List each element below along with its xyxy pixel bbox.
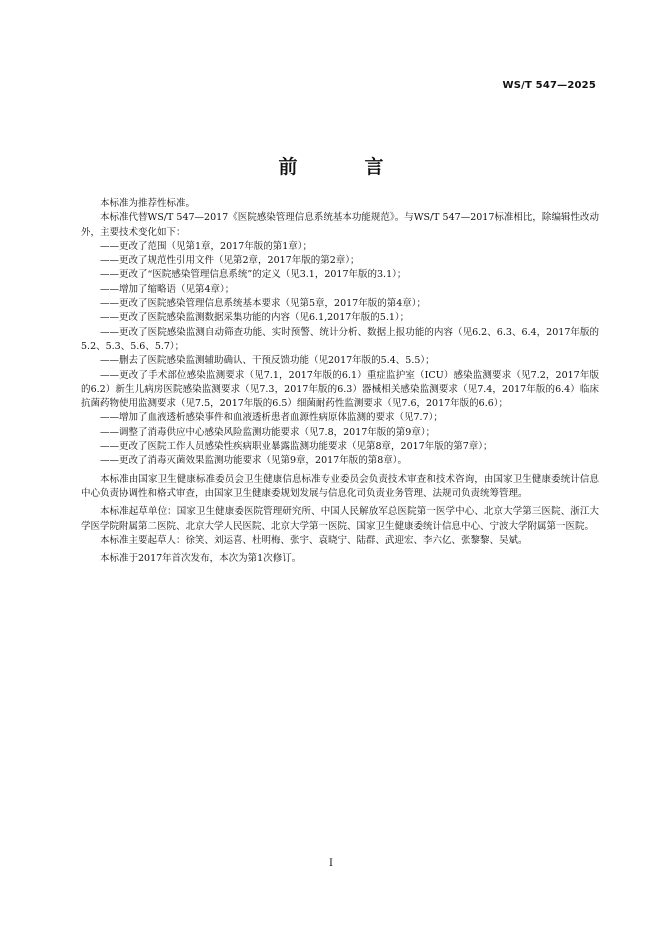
change-item-definition: ——更改了“医院感染管理信息系统”的定义（见3.1，2017年版的3.1）； — [100, 269, 407, 281]
change-item-hemodialysis: ——增加了血液透析感染事件和血液透析患者血源性病原体监测的要求（见7.7）； — [100, 412, 443, 424]
change-item-basic-requirements: ——更改了医院感染管理信息系统基本要求（见第5章，2017年版的第4章）； — [100, 298, 427, 310]
paragraph-replaces: 本标准代替WS/T 547—2017《医院感染管理信息系统基本功能规范》。与WS/T 547—2017标准相比，除编辑性改动外，主要技术变化如下： — [81, 212, 599, 238]
change-item-abbreviations: ——增加了缩略语（见第4章）； — [100, 283, 235, 295]
change-item-sterile-supply: ——调整了消毒供应中心感染风险监测功能要求（见7.8，2017年版的第9章）； — [100, 426, 436, 438]
change-item-removed-functions: ——删去了医院感染监测辅助确认、干预反馈功能（见2017年版的5.4、5.5）； — [100, 355, 435, 367]
page-number: I — [329, 858, 333, 869]
paragraph-drafters: 本标准主要起草人：徐笑、刘运喜、杜明梅、张宇、袁晓宁、陆群、武迎宏、李六亿、张黎黎、吴斌。 — [100, 534, 528, 546]
document-body — [81, 197, 599, 566]
change-item-auto-screening: ——更改了医院感染监测自动筛查功能、实时预警、统计分析、数据上报功能的内容（见6.2、6.3、6.4，2017年版的5.2、5.3、5.6、5.7）； — [81, 326, 599, 352]
change-item-sterilization: ——更改了消毒灭菌效果监测功能要求（见第9章，2017年版的第8章）。 — [100, 455, 408, 467]
page-title: 前 言 — [278, 156, 408, 178]
paragraph-history: 本标准于2017年首次发布，本次为第1次修订。 — [100, 553, 302, 565]
change-item-scope: ——更改了范围（见第1章，2017年版的第1章）； — [100, 240, 313, 252]
paragraph-drafting-units: 本标准起草单位：国家卫生健康委医院管理研究所、中国人民解放军总医院第一医学中心、北京大学第三医院、浙江大学医学院附属第二医院、北京大学人民医院、北京大学第一医院、国家卫生健康委统计信息中心、宁波大学附属第一医院。 — [81, 506, 599, 532]
standard-id: WS/T 547—2025 — [502, 80, 596, 91]
paragraph-recommended: 本标准为推荐性标准。 — [100, 198, 196, 209]
change-item-data-collection: ——更改了医院感染监测数据采集功能的内容（见6.1,2017年版的5.1）； — [100, 312, 410, 324]
change-item-monitoring-requirements: ——更改了手术部位感染监测要求（见7.1，2017年版的6.1）重症监护室（ICU）感染监测要求（见7.2，2017年版的6.2）新生儿病房医院感染监测要求（见7.3，2017年版的6.3）器械相关感染监测要求（见7.4，2017年版的6.4）临床抗菌药物使用监测要求（见7.5，2017年版的6.5）细菌耐药性监测要求（见7.6，2017年版的6.6）； — [81, 369, 599, 410]
paragraph-responsibility: 本标准由国家卫生健康标准委员会卫生健康信息标准专业委员会负责技术审查和技术咨询，由国家卫生健康委统计信息中心负责协调性和格式审查，由国家卫生健康委规划发展与信息化司负责业务管理、法规司负责统筹管理。 — [81, 473, 599, 499]
change-item-references: ——更改了规范性引用文件（见第2章，2017年版的第2章）； — [100, 255, 360, 267]
change-item-occupational-exposure: ——更改了医院工作人员感染性疾病职业暴露监测功能要求（见第8章，2017年版的第7章）； — [100, 441, 493, 453]
